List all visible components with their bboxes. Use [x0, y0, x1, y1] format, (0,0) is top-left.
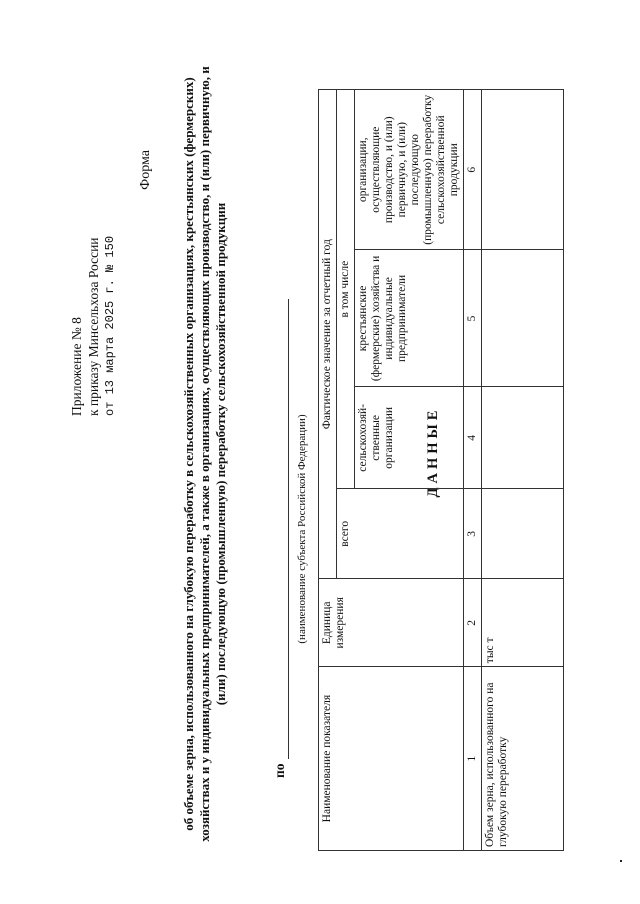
- header-farms: крестьянские (фермерские) хозяйства и индивидуальные предприниматели: [355, 250, 464, 387]
- header-agri-orgs: сельскохозяй-ственные организации: [355, 387, 464, 489]
- order-date: от 13 марта 2025 г. № 150: [103, 235, 117, 416]
- table-row: [482, 90, 564, 851]
- header-actual-value: Фактическое значение за отчетный год: [319, 90, 337, 579]
- row-total-cell[interactable]: [482, 489, 564, 579]
- scan-speck: [620, 860, 622, 862]
- subject-name-line[interactable]: [288, 299, 289, 759]
- form-label: Форма: [138, 150, 153, 190]
- header-processing-orgs: организации, осуществляющие производство, и (или) первичную, и (или) последующую (промышленную) переработку сельскохозяйственной продукции: [355, 90, 464, 250]
- appendix-number: Приложение № 8: [69, 317, 84, 416]
- row-farms-cell[interactable]: [482, 250, 564, 387]
- subject-prefix: по: [272, 763, 287, 778]
- column-number: 3: [464, 489, 482, 579]
- document-header: [68, 184, 119, 416]
- header-total: всего: [337, 489, 464, 579]
- document-title: ДАННЫЕ: [425, 406, 441, 498]
- document-subtitle: об объеме зерна, использованного на глубокую переработку в сельскохозяйственных организациях, крестьянских (фермерских) хозяйствах и у индивидуальных предпринимателей, а также в организациях, осуществляющих производство, и (или) первичную, и (или) последующую (промышленную) переработку сельскохозяйственной продукции: [181, 66, 228, 842]
- column-number-row: [464, 90, 482, 851]
- column-number: 1: [464, 667, 482, 851]
- header-indicator: Наименование показателя: [319, 667, 464, 851]
- row-indicator: Объем зерна, использованного на глубокую переработку: [482, 667, 564, 851]
- column-number: 2: [464, 579, 482, 667]
- header-unit: Единица измерения: [319, 579, 464, 667]
- row-agri-orgs-cell[interactable]: [482, 387, 564, 489]
- column-number: 5: [464, 250, 482, 387]
- order-reference: к приказу Минсельхоза России: [86, 237, 101, 416]
- header-including: в том числе: [337, 90, 355, 489]
- data-table: [318, 89, 564, 851]
- column-number: 6: [464, 90, 482, 250]
- row-unit: тыс т: [482, 579, 564, 667]
- column-number: 4: [464, 387, 482, 489]
- subject-caption: (наименование субъекта Российской Федерации): [296, 414, 308, 644]
- row-processing-orgs-cell[interactable]: [482, 90, 564, 250]
